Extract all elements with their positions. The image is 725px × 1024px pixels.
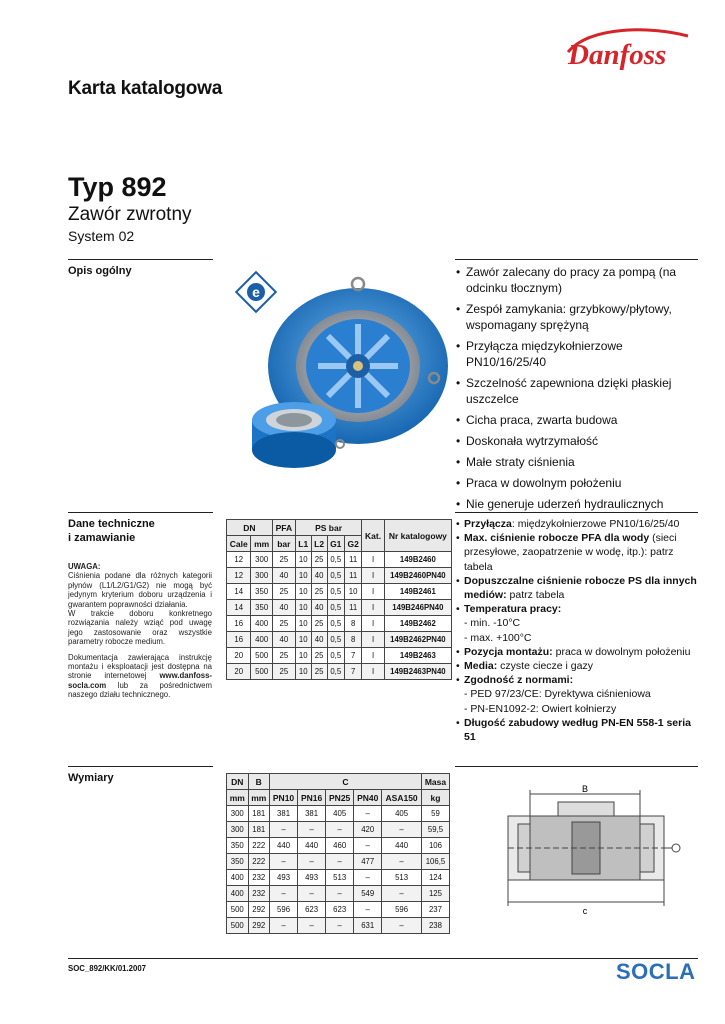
- table-cell: 300: [227, 822, 249, 838]
- table-cell: 493: [270, 870, 298, 886]
- column-header: B: [248, 774, 270, 790]
- table-cell: 40: [272, 568, 295, 584]
- table-cell: –: [326, 822, 354, 838]
- table-cell: –: [326, 918, 354, 934]
- table-cell: 149B246PN40: [384, 600, 451, 616]
- column-header: Kat.: [362, 520, 384, 552]
- table-cell: 11: [344, 552, 361, 568]
- note-block: [68, 562, 212, 700]
- table-cell: 25: [272, 648, 295, 664]
- table-cell: 14: [227, 584, 251, 600]
- table-row: [227, 568, 452, 584]
- section-rule: [455, 766, 698, 767]
- table-cell: 25: [311, 664, 327, 680]
- table-cell: I: [362, 584, 384, 600]
- table-cell: 124: [421, 870, 449, 886]
- table-cell: 500: [227, 902, 249, 918]
- table-row: [227, 870, 450, 886]
- column-header: PN16: [298, 790, 326, 806]
- table-cell: 477: [354, 854, 382, 870]
- table-cell: 40: [311, 568, 327, 584]
- table-cell: 596: [270, 902, 298, 918]
- spec-standard-pn: - PN-EN1092-2: Owiert kołnierzy: [464, 702, 617, 715]
- table-cell: 420: [354, 822, 382, 838]
- note-text: Ciśnienia podane dla różnych kategorii płynów (L1/L2/G1/G2) nie mogą być jedynym kryterium doboru urządzenia i gwarantem poprawności działania.: [68, 571, 212, 609]
- spec-standard-ped: - PED 97/23/CE: Dyrektywa ciśnieniowa: [464, 688, 651, 701]
- column-header: DN: [227, 774, 249, 790]
- table-cell: 10: [295, 568, 311, 584]
- table-cell: 10: [295, 632, 311, 648]
- table-cell: 10: [295, 616, 311, 632]
- table-cell: 500: [251, 664, 272, 680]
- product-subtitle: Zawór zwrotny: [68, 204, 192, 225]
- column-header: Cale: [227, 536, 251, 552]
- table-cell: –: [298, 822, 326, 838]
- table-cell: 549: [354, 886, 382, 902]
- table-cell: –: [382, 918, 422, 934]
- table-cell: 149B2463: [384, 648, 451, 664]
- table-cell: 25: [311, 552, 327, 568]
- table-cell: 350: [251, 584, 272, 600]
- table-row: [227, 648, 452, 664]
- table-cell: 631: [354, 918, 382, 934]
- table-cell: 40: [311, 632, 327, 648]
- column-header: C: [270, 774, 422, 790]
- table-cell: 16: [227, 632, 251, 648]
- column-header: DN: [227, 520, 273, 536]
- table-cell: –: [270, 854, 298, 870]
- table-cell: 0,5: [327, 632, 344, 648]
- table-cell: 0,5: [327, 600, 344, 616]
- table-cell: 181: [248, 822, 270, 838]
- section-title-technical: [68, 517, 155, 545]
- table-cell: 232: [248, 870, 270, 886]
- column-header: G1: [327, 536, 344, 552]
- column-header: Masa: [421, 774, 449, 790]
- table-cell: I: [362, 648, 384, 664]
- list-item: • Doskonała wytrzymałość: [456, 433, 704, 449]
- page-title: Typ 892: [68, 172, 167, 202]
- table-cell: 440: [382, 838, 422, 854]
- column-header: G2: [344, 536, 361, 552]
- table-cell: 232: [248, 886, 270, 902]
- table-cell: 300: [251, 552, 272, 568]
- table-cell: 500: [251, 648, 272, 664]
- dimension-drawing: [488, 780, 698, 920]
- column-header: PN40: [354, 790, 382, 806]
- table-cell: 10: [295, 584, 311, 600]
- spec-media: • Media: czyste ciecze i gazy: [456, 659, 704, 673]
- table-cell: 25: [311, 584, 327, 600]
- column-header: mm: [227, 790, 249, 806]
- table-cell: 0,5: [327, 568, 344, 584]
- column-header: PN10: [270, 790, 298, 806]
- table-cell: 292: [248, 902, 270, 918]
- svg-text:Danfoss: Danfoss: [568, 39, 667, 71]
- table-cell: –: [298, 854, 326, 870]
- table-cell: –: [270, 886, 298, 902]
- section-title-line: Dane techniczne: [68, 518, 155, 530]
- table-cell: 440: [270, 838, 298, 854]
- table-row: [227, 902, 450, 918]
- table-cell: 596: [382, 902, 422, 918]
- svg-text:SOCLA: SOCLA: [616, 959, 696, 983]
- column-header: PN25: [326, 790, 354, 806]
- table-cell: 149B2462PN40: [384, 632, 451, 648]
- table-cell: 20: [227, 664, 251, 680]
- table-cell: –: [326, 854, 354, 870]
- table-cell: 237: [421, 902, 449, 918]
- svg-text:e: e: [252, 284, 260, 300]
- table-cell: 222: [248, 854, 270, 870]
- table-cell: –: [326, 886, 354, 902]
- table-cell: 25: [311, 648, 327, 664]
- table-cell: –: [270, 822, 298, 838]
- table-cell: 10: [295, 664, 311, 680]
- section-title-dimensions: Wymiary: [68, 772, 114, 784]
- section-rule: [68, 766, 213, 767]
- table-row: [227, 806, 450, 822]
- table-cell: 0,5: [327, 584, 344, 600]
- table-cell: I: [362, 664, 384, 680]
- product-system: System 02: [68, 228, 135, 244]
- table-cell: 400: [251, 616, 272, 632]
- table-cell: 10: [295, 648, 311, 664]
- table-cell: 149B2460: [384, 552, 451, 568]
- list-item: • Zawór zalecany do pracy za pompą (na odcinku tłocznym): [456, 264, 704, 296]
- spec-length: • Długość zabudowy według PN-EN 558-1 seria 51: [456, 716, 704, 744]
- table-cell: 149B2460PN40: [384, 568, 451, 584]
- table-cell: 10: [295, 552, 311, 568]
- table-cell: 513: [382, 870, 422, 886]
- table-cell: –: [298, 886, 326, 902]
- column-header: L1: [295, 536, 311, 552]
- table-cell: I: [362, 600, 384, 616]
- column-header: PFA: [272, 520, 295, 536]
- table-cell: 292: [248, 918, 270, 934]
- table-cell: 440: [298, 838, 326, 854]
- table-cell: –: [382, 854, 422, 870]
- table-cell: 405: [382, 806, 422, 822]
- table-row: [227, 918, 450, 934]
- column-header: mm: [248, 790, 270, 806]
- column-header: Nr katalogowy: [384, 520, 451, 552]
- spec-connections: • Przyłącza: międzykołnierzowe PN10/16/25/40: [456, 517, 704, 531]
- table-row: [227, 664, 452, 680]
- table-cell: 400: [251, 632, 272, 648]
- table-cell: 0,5: [327, 664, 344, 680]
- section-rule: [455, 259, 698, 260]
- column-header: PS bar: [295, 520, 362, 536]
- table-cell: 11: [344, 568, 361, 584]
- table-cell: 40: [272, 632, 295, 648]
- website-link[interactable]: www.danfoss-socla.com: [68, 671, 212, 690]
- document-type: Karta katalogowa: [68, 78, 223, 99]
- list-item: • Szczelność zapewniona dzięki płaskiej uszczelce: [456, 375, 704, 407]
- socla-logo: [614, 955, 696, 983]
- table-cell: 623: [298, 902, 326, 918]
- list-item: • Nie generuje uderzeń hydraulicznych: [456, 496, 704, 512]
- table-cell: 405: [326, 806, 354, 822]
- spec-standards: • Zgodność z normami:: [456, 673, 704, 687]
- table-cell: 25: [311, 616, 327, 632]
- note-text-part: lub za pośrednictwem naszego działu technicznego.: [68, 680, 212, 700]
- table-cell: 400: [227, 870, 249, 886]
- spec-pfa: • Max. ciśnienie robocze PFA dla wody (sieci przesyłowe, zaopatrzenie w wodę, itp.): patrz tabela: [456, 531, 704, 574]
- table-cell: 7: [344, 664, 361, 680]
- table-cell: 500: [227, 918, 249, 934]
- table-cell: 460: [326, 838, 354, 854]
- note-heading: UWAGA:: [68, 562, 101, 571]
- table-row: [227, 552, 452, 568]
- table-cell: 11: [344, 600, 361, 616]
- table-cell: –: [382, 886, 422, 902]
- table-cell: 25: [272, 616, 295, 632]
- valve-photo: [228, 262, 453, 492]
- table-row: [227, 600, 452, 616]
- table-row: [227, 838, 450, 854]
- spec-temperature-max: - max. +100°C: [464, 631, 532, 644]
- table-cell: 106,5: [421, 854, 449, 870]
- note-text-part: Dokumentacja zawierająca instrukcję montażu i eksploatacji jest dostępna na stronie internetowej: [68, 652, 212, 681]
- table-cell: 7: [344, 648, 361, 664]
- spec-temperature-min: - min. -10°C: [464, 617, 521, 630]
- table-cell: 20: [227, 648, 251, 664]
- table-row: [227, 584, 452, 600]
- table-cell: 238: [421, 918, 449, 934]
- table-cell: 513: [326, 870, 354, 886]
- table-cell: 16: [227, 616, 251, 632]
- table-cell: 10: [295, 600, 311, 616]
- list-item: • Małe straty ciśnienia: [456, 454, 704, 470]
- table-cell: –: [354, 902, 382, 918]
- table-cell: I: [362, 616, 384, 632]
- table-cell: 14: [227, 600, 251, 616]
- table-cell: 8: [344, 616, 361, 632]
- table-cell: –: [382, 822, 422, 838]
- table-cell: 40: [311, 600, 327, 616]
- spec-list: [456, 517, 704, 744]
- table-cell: 350: [251, 600, 272, 616]
- table-row: [227, 616, 452, 632]
- table-cell: 12: [227, 552, 251, 568]
- document-code: SOC_892/KK/01.2007: [68, 964, 147, 973]
- table-cell: –: [354, 806, 382, 822]
- spec-mounting: • Pozycja montażu: praca w dowolnym położeniu: [456, 645, 704, 659]
- table-cell: 149B2462: [384, 616, 451, 632]
- table-cell: 350: [227, 838, 249, 854]
- table-cell: 400: [227, 886, 249, 902]
- spec-temperature: • Temperatura pracy:: [456, 602, 704, 616]
- table-row: [227, 822, 450, 838]
- dimension-label-b: B: [581, 784, 589, 794]
- table-cell: I: [362, 568, 384, 584]
- table-cell: –: [270, 918, 298, 934]
- table-cell: 59: [421, 806, 449, 822]
- table-cell: 59,5: [421, 822, 449, 838]
- table-row: [227, 854, 450, 870]
- table-cell: –: [298, 918, 326, 934]
- column-header: ASA150: [382, 790, 422, 806]
- table-cell: 25: [272, 552, 295, 568]
- table-cell: 381: [270, 806, 298, 822]
- table-cell: 222: [248, 838, 270, 854]
- table-cell: –: [354, 838, 382, 854]
- table-cell: 40: [272, 600, 295, 616]
- feature-list: [456, 264, 704, 517]
- table-cell: 25: [272, 664, 295, 680]
- footer-rule: [68, 958, 698, 959]
- table-row: [227, 886, 450, 902]
- column-header: bar: [272, 536, 295, 552]
- table-cell: 493: [298, 870, 326, 886]
- table-row: [227, 632, 452, 648]
- dimensions-table: [226, 773, 450, 934]
- table-cell: 300: [227, 806, 249, 822]
- table-cell: 181: [248, 806, 270, 822]
- table-cell: 12: [227, 568, 251, 584]
- table-cell: 0,5: [327, 616, 344, 632]
- note-text: W trakcie doboru konkretnego rozwiązania należy wziąć pod uwagę jego zastosowanie oraz wszystkie parametry robocze medium.: [68, 609, 212, 647]
- table-cell: 10: [344, 584, 361, 600]
- section-title-line: i zamawianie: [68, 532, 136, 544]
- column-header: mm: [251, 536, 272, 552]
- list-item: • Cicha praca, zwarta budowa: [456, 412, 704, 428]
- table-cell: 0,5: [327, 648, 344, 664]
- table-cell: 350: [227, 854, 249, 870]
- certificate-badge-icon: [236, 272, 276, 312]
- section-title-general: Opis ogólny: [68, 265, 132, 277]
- spec-ps: • Dopuszczalne ciśnienie robocze PS dla innych mediów: patrz tabela: [456, 574, 704, 602]
- dimension-label-c: c: [582, 906, 588, 916]
- table-cell: 149B2461: [384, 584, 451, 600]
- list-item: • Praca w dowolnym położeniu: [456, 475, 704, 491]
- column-header: L2: [311, 536, 327, 552]
- table-cell: 623: [326, 902, 354, 918]
- table-cell: 381: [298, 806, 326, 822]
- note-text: [68, 653, 212, 700]
- table-cell: I: [362, 632, 384, 648]
- list-item: • Zespół zamykania: grzybkowy/płytowy, wspomagany sprężyną: [456, 301, 704, 333]
- table-cell: 125: [421, 886, 449, 902]
- table-cell: 8: [344, 632, 361, 648]
- table-cell: I: [362, 552, 384, 568]
- table-cell: 149B2463PN40: [384, 664, 451, 680]
- table-cell: 0,5: [327, 552, 344, 568]
- section-rule: [68, 259, 213, 260]
- table-cell: 106: [421, 838, 449, 854]
- table-cell: 300: [251, 568, 272, 584]
- section-rule: [68, 512, 213, 513]
- danfoss-logo: [560, 22, 696, 74]
- table-cell: –: [354, 870, 382, 886]
- list-item: • Przyłącza międzykołnierzowe PN10/16/25/40: [456, 338, 704, 370]
- table-cell: 25: [272, 584, 295, 600]
- section-rule: [455, 512, 698, 513]
- order-table: [226, 519, 452, 680]
- column-header: kg: [421, 790, 449, 806]
